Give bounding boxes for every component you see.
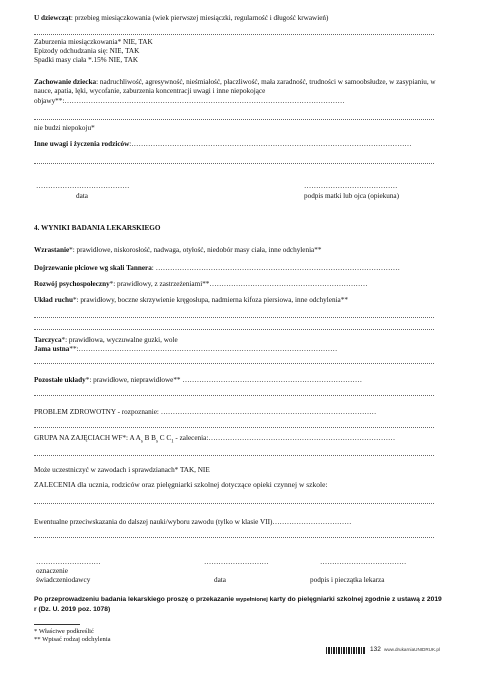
- dotted-line[interactable]: [34, 162, 434, 164]
- exam-date-label: data: [214, 576, 226, 584]
- remarks-line: [34, 140, 444, 149]
- remarks-text: :………………………………………………………………………………………………………: [129, 140, 412, 148]
- systems-label: Pozostałe układy: [34, 376, 86, 384]
- psycho-label: Rozwój psychospołeczny: [34, 280, 110, 288]
- growth-label: Wzrastanie: [34, 246, 70, 254]
- page-footer: [326, 646, 446, 656]
- page-number: 132: [370, 646, 381, 653]
- tanner-label: Dojrzewanie płciowe wg skali Tannera: [34, 264, 152, 272]
- footnote-divider: [34, 624, 80, 625]
- dotted-line[interactable]: [34, 33, 434, 35]
- parent-signature-dots: …………………………………: [304, 182, 398, 190]
- doctor-signature-dots: ………………………………: [320, 558, 407, 566]
- dotted-line[interactable]: [34, 536, 434, 538]
- psycho-text: *: prawidłowy, z zastrzeżeniami**…………………………………………………………: [109, 280, 368, 288]
- recommendations-line: ZALECENIA dla ucznia, rodziców oraz pielęgniarki szkolnej dotyczące opieki czynnej w szkole:: [34, 480, 328, 489]
- competitions-line: Może uczestniczyć w zawodach i sprawdzianach* TAK, NIE: [34, 466, 210, 474]
- girls-line: [34, 14, 444, 23]
- exam-date-dots: ………………………: [204, 558, 269, 566]
- dotted-line[interactable]: [34, 118, 434, 120]
- printer-website: www.drukarniaUNIDRUK.pl: [384, 647, 440, 652]
- provider-label: oznaczenie: [36, 567, 68, 575]
- dotted-line[interactable]: [34, 426, 434, 428]
- motor-text: *: prawidłowy, boczne skrzywienie kręgosłupa, nadmierna kifoza piersiowa, inne odchylenia**: [72, 296, 348, 304]
- pe-group-sub: s: [155, 439, 158, 445]
- transfer-note: [34, 595, 444, 614]
- barcode-icon: [326, 647, 366, 654]
- pe-group-line: [34, 434, 444, 446]
- transfer-text: Po przeprowadzeniu badania lekarskiego proszę o przekazanie: [34, 596, 236, 603]
- provider-label: świadczeniodawcy: [36, 576, 91, 584]
- parent-signature-label: podpis matki lub ojca (opiekuna): [304, 192, 400, 200]
- footnote-1: * Właściwe podkreślić: [34, 628, 94, 635]
- transfer-text-small: wypełnionej: [235, 597, 268, 603]
- mouth-label: Jama ustna: [34, 345, 70, 353]
- thyroid-label: Tarczyca: [34, 336, 62, 344]
- growth-text: *: prawidłowe, niskorosłość, nadwaga, otyłość, niedobór masy ciała, inne odchylenia**: [69, 246, 322, 254]
- girls-weight-loss: Spadki masy ciała *.15% NIE, TAK: [34, 56, 139, 64]
- growth-line: [34, 246, 444, 255]
- dotted-line[interactable]: [34, 394, 434, 396]
- systems-text: *: prawidłowe, nieprawidłowe** …………………………………………………………………: [85, 376, 363, 384]
- doctor-signature-label: podpis i pieczątka lekarza: [310, 576, 385, 584]
- pe-group-sub: s: [140, 439, 143, 445]
- contraindications-line: Ewentualne przeciwskazania do dalszej nauki/wyboru zawodu (tylko w klasie VII)……………………………: [34, 518, 352, 526]
- thyroid-text: *: prawidłowa, wyczuwalne guzki, wole: [61, 336, 178, 344]
- dotted-line[interactable]: [34, 362, 434, 364]
- remarks-label: Inne uwagi i życzenia rodziców: [34, 140, 130, 148]
- systems-line: [34, 376, 444, 385]
- pe-group-recommendations: - zalecenia:……………………………………………………………………: [173, 434, 396, 442]
- behavior-ok: nie budzi niepokoju*: [34, 124, 95, 132]
- date-dots: …………………………………: [36, 182, 130, 190]
- mouth-text: **:………………………………………………………………………………………………: [69, 345, 338, 353]
- pe-group-text: B B: [142, 434, 156, 442]
- motor-label: Układ ruchu: [34, 296, 73, 304]
- motor-line: [34, 296, 444, 305]
- tanner-line: [34, 264, 444, 273]
- behavior-text: : nadruchliwość, agresywność, nieśmiałość, płaczliwość, mała zaradność, trudności w samoobsłudze, w zasypianiu, w nauce, apatia, lęki, wycofanie, zaburzenia koncentracji uwagi i inne niepokojące objawy**:………………………………………………………………………………………………………: [34, 78, 436, 105]
- pe-group-label: GRUPA NA ZAJĘCIACH WF*: A A: [34, 434, 141, 442]
- mouth-line: [34, 345, 444, 354]
- date-label: data: [76, 192, 88, 200]
- transfer-text: karty do pielęgniarki szkolnej zgodnie z ustawą z 2019 r (Dz. U. 2019 poz. 1078): [34, 596, 442, 613]
- girls-label: U dziewcząt: [34, 14, 71, 22]
- section-title: 4. WYNIKI BADANIA LEKARSKIEGO: [34, 224, 161, 232]
- dotted-line[interactable]: [34, 316, 434, 318]
- thyroid-line: [34, 336, 444, 345]
- girls-dieting: Epizody odchudzania się: NIE, TAK: [34, 47, 140, 55]
- dotted-line[interactable]: [34, 328, 434, 330]
- behavior-label: Zachowanie dziecka: [34, 78, 97, 86]
- dotted-line[interactable]: [34, 502, 434, 504]
- problem-line: PROBLEM ZDROWOTNY - rozpoznanie: ………………………………………………………………………………: [34, 408, 377, 416]
- behavior-paragraph: [34, 78, 444, 114]
- dotted-line[interactable]: [34, 454, 434, 456]
- pe-group-sub: 1: [171, 439, 174, 445]
- provider-dots: ………………………: [36, 558, 101, 566]
- girls-text: : przebieg miesiączkowania (wiek pierwszej miesiączki, regularność i długość krwawień): [70, 14, 329, 22]
- pe-group-text: C C: [157, 434, 172, 442]
- footnote-2: ** Wpisać rodzaj odchylenia: [34, 636, 111, 643]
- psycho-line: [34, 280, 444, 289]
- tanner-text: : …………………………………………………………………………………………: [151, 264, 400, 272]
- girls-menstrual-disorders: Zaburzenia miesiączkowania* NIE, TAK: [34, 38, 153, 46]
